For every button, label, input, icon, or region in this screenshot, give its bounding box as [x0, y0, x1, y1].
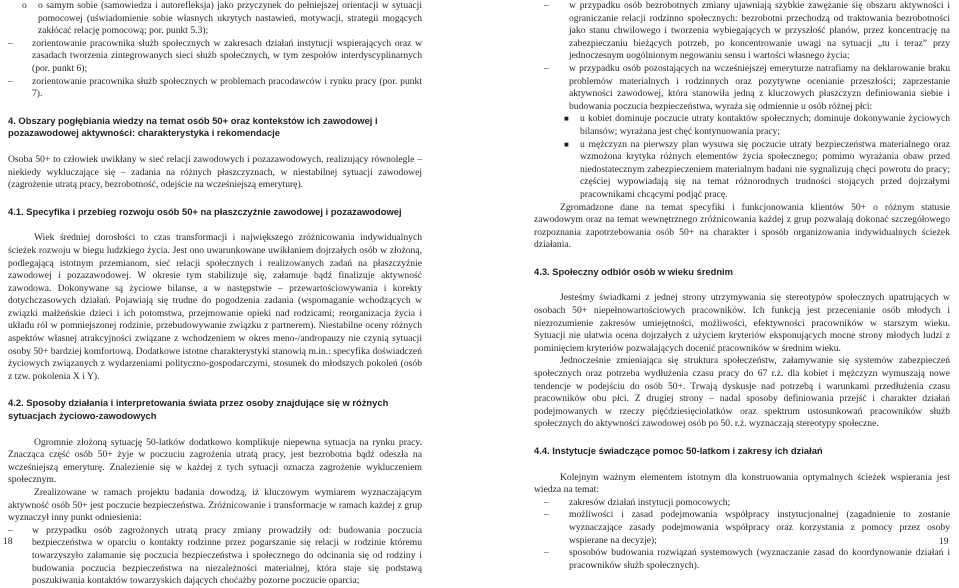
section-heading: 4.2. Sposoby działania i interpretowania świata przez osoby znajdujące się w różnych sytuacjach życiowo-zawodowych [8, 397, 389, 422]
list-item [8, 0, 422, 38]
dash-marker: – [544, 496, 549, 508]
list-item [534, 509, 950, 547]
sub-bullet-marker: ■ [564, 114, 569, 124]
section-heading: 4.3. Społeczny odbiór osób w wieku średnim [534, 265, 733, 277]
paragraph: Osoba 50+ to człowiek uwikłany w sieć relacji zawodowych i pozazawodowych, realizujący równolegle – niekiedy wykluczające się – zadania na różnych płaszczyznach, w niestabilnej sytuacji zawodowej (zagrożenie utratą pracy, bezrobotność, odejście na wcześniejszą emeryturę). [8, 153, 422, 191]
list-item-text: u mężczyzn na pierwszy plan wysuwa się poczucie utraty bezpieczeństwa materialnego oraz wzmożona krytyka różnych elementów życia społecznego; pomimo wyrażania obaw przed niedostatecznym zabezpieczeniem materialnym badani nie sygnalizują chęci powrotu do pracy; częściej wypowiadają się na temat różnorodnych trudności stojących przed dojrzałymi pracownikami chcącymi podjąć pracę. [580, 138, 950, 200]
list-item [534, 0, 950, 63]
list-item [8, 525, 422, 588]
paragraph: Jednocześnie zmieniająca się struktura społeczeństw, załamywanie się systemów zabezpieczeń społecznych oraz potrzeba wydłużenia czasu pracy do 67 r.ż. dla kobiet i mężczyzn wymuszają nowe tendencje w podejściu do osób 50+. Trwają dyskusje nad potrzebą i warunkami przedłużenia czasu pracowników obu płci. Z drugiej strony – nadal sposoby definiowania przejść i charakter działań podejmowanych w rzeczy pięćdziesięciolatków oraz spektrum ustosunkowań pracowników służb społecznych do aktywności zawodowej osób po 50. r.ż. wyznaczają stereotypy społeczne. [534, 355, 950, 430]
paragraph: Zgromadzone dane na temat specyfiki i funkcjonowania klientów 50+ o różnym statusie zawodowym oraz na temat wewnętrznego zróżnicowania każdej z grup pozwalają dokonać szczegółowego rozpoznania zapotrzebowania osób 50+ na charakter i sposób organizowania indywidualnych ścieżek działania. [534, 201, 950, 251]
list-item [534, 63, 950, 113]
list-item [8, 38, 422, 76]
dash-marker: – [544, 62, 549, 74]
paragraph: Kolejnym ważnym elementem istotnym dla konstruowania optymalnych ścieżek wspierania jest wiedza na temat: [534, 471, 950, 496]
list-item [534, 139, 950, 202]
paragraph: Jesteśmy świadkami z jednej strony utrzymywania się stereotypów społecznych upatrujących w osobach 50+ niepełnowartościowych pracowników. Ich funkcją jest przecenianie osób młodych i niezrozumienie zakresów umiejętności, możliwości, efektywności pracowników w starszym wieku. Sytuacji nie ułatwia ocena dojrzałych z użyciem kryteriów eksponujących mocne strony młodych ludzi z pominięciem kryteriów pozwalających docenić pracowników w średnim wieku. [534, 292, 950, 354]
list-item-text: o samym sobie (samowiedza i autorefleksja) jako przyczynek do pełniejszej orientacji w sytuacji pomocowej (uświadomienie sobie własnych ukrytych nastawień, motywacji, strategii mogących zakłócać relację pomocową; por. punkt 5.3); [38, 0, 422, 37]
section-heading: 4. Obszary pogłębiania wiedzy na temat osób 50+ oraz kontekstów ich zawodowej i pozazawodowej aktywności: charakterystyka i rekomendacje [8, 114, 378, 139]
dash-marker: – [8, 37, 13, 49]
dash-marker: – [544, 0, 549, 11]
paragraph: Wiek średniej dorosłości to czas transformacji i największego zróżnicowania indywidualnych ścieżek rozwoju w biegu ludzkiego życia. Jest ono uwarunkowane uwikłaniem dojrzałych osób w złożoną, podlegającą istotnym przemianom, sieć relacji społecznych i realizowanych zadań na płaszczyźnie zawodowej i pozazawodowej. W okresie tym stabilizuje się, załamuje bądź finalizuje aktywność zawodowa. Dokonywane są życiowe bilanse, a w następstwie – przewartościowywania i korekty dotychczasowych działań. Pojawiają się trudne do pogodzenia zadania (wspomaganie wchodzących w związki małżeńskie dzieci i ich potomstwa, przejmowanie opieki nad rodzicami; reorganizacja życia i układu ról w pomniejszonej rodzinie, przebudowywanie związku z partnerem). Niestabilne oceny różnych aspektów własnej atrakcyjności związane z wchodzeniem w okres meno-/andropauzy nie czynią sytuacji osoby 50+ bardziej komfortową. Dodatkowe istotne charakterystyki stanowią m.in.: specyfika doświadczeń życiowych związanych z wydarzeniami polityczno-gospodarczymi, stosunek do młodszych pokoleń (osób z tzw. pokolenia X i Y). [8, 232, 422, 382]
dash-marker: – [8, 75, 13, 87]
list-item-text: w przypadku osób pozostających na wcześniejszej emeryturze natrafiamy na deklarowanie braku problemów materialnych i rodzinnych oraz pozytywne ocenianie przeszłości; zaprzestanie aktywności zawodowej, która stanowiła jedną z kluczowych płaszczyzn definiowania siebie i budowania poczucia bezpieczeństwa, wyraża się odmiennie u osób różnej płci: [569, 62, 950, 112]
paragraph: Zrealizowane w ramach projektu badania dowodzą, iż kluczowym wymiarem wyznaczającym aktywność osób 50+ jest poczucie bezpieczeństwa. Zróżnicowanie i transformacje w ramach każdej z grup wyznaczył inny punkt odniesienia: [8, 487, 422, 524]
list-item [534, 113, 950, 138]
sub-bullet-marker: ■ [564, 139, 569, 149]
list-item [534, 547, 950, 572]
list-item-text: w przypadku osób bezrobotnych zmiany ujawniają szybkie zawężanie się obszaru aktywności i ograniczanie relacji rodzinno społecznych: bezrobotni przechodzą od traktowania bezrobotności jako stanu chwilowego i tworzenia wybiegających w przyszłość planów, przez koncentrację na zabezpieczaniu bieżących potrzeb, po koncentrowanie uwagi na sytuacji „tu i teraz” przy jednoczesnym uogólnionym negowaniu sensu i wartości własnego życia; [569, 0, 950, 62]
section-heading: 4.4. Instytucje świadczące pomoc 50-latkom i zakresy ich działań [534, 445, 823, 456]
left-column [8, 0, 422, 588]
dash-marker: – [544, 547, 549, 559]
list-item [8, 76, 422, 101]
section-heading: 4.1. Specyfika i przebieg rozwoju osób 50+ na płaszczyźnie zawodowej i pozazawodowej [8, 205, 402, 217]
dash-marker: – [544, 509, 549, 521]
list-item-text: zorientowanie pracownika służb społecznych w zakresach działań instytucji wspierających oraz w zasadach tworzenia zintegrowanych sieci służb społecznych, w tym zespołów interdyscyplinarnych (por. punkt 6); [32, 37, 422, 74]
list-item-text: u kobiet dominuje poczucie utraty kontaktów społecznych; dominuje dokonywanie życiowych bilansów; wyrażana jest chęć kontynuowania pracy; [580, 113, 950, 137]
page-number-left: 18 [3, 536, 13, 547]
bullet-marker: o [22, 0, 27, 11]
paragraph: Ogromnie złożoną sytuację 50-latków dodatkowo komplikuje niepewna sytuacja na rynku pracy. Znacząca część osób 50+ żyje w poczuciu zagrożenia utratą pracy, jest bezrobotna bądź odeszła na wcześniejszą emeryturę. Znalezienie się w każdej z tych sytuacji oznacza zagrożenie wykluczeniem społecznym. [8, 436, 422, 486]
right-column [534, 0, 950, 572]
list-item [534, 497, 950, 510]
list-item-text: sposobów budowania rozwiązań systemowych (wyznaczanie zasad do koordynowanie działań i pracowników służb społecznych). [569, 547, 950, 571]
list-item-text: w przypadku osób zagrożonych utratą pracy zmiany prowadziły od: budowania poczucia bezpieczeństwa w oparciu o kontakty rodzinne przez pogarszanie się relacji w rodzinie któremu towarzyszyło załamanie się poczucia bezpieczeństwa i społecznego do odcinania się od rodziny i budowania poczucia bezpieczeństwa na niezależności materialnej, która staje się podstawą poszukiwania kontaktów towarzyskich dających choćażby pozorne poczucie oparcia; [32, 524, 422, 587]
list-item-text: zorientowanie pracownika służb społecznych w problemach pracodawców i rynku pracy (por. punkt 7). [32, 75, 422, 100]
dash-marker: – [8, 524, 13, 536]
page-number-right: 19 [939, 536, 949, 547]
list-item-text: możliwości i zasad podejmowania współpracy instytucjonalnej (zagadnienie to zostanie wyznaczające zasady podejmowania współpracy oraz korzystania z pomocy przez osoby wspierane na decyzje); [569, 509, 950, 546]
list-item-text: zakresów działań instytucji pomocowych; [569, 496, 731, 508]
